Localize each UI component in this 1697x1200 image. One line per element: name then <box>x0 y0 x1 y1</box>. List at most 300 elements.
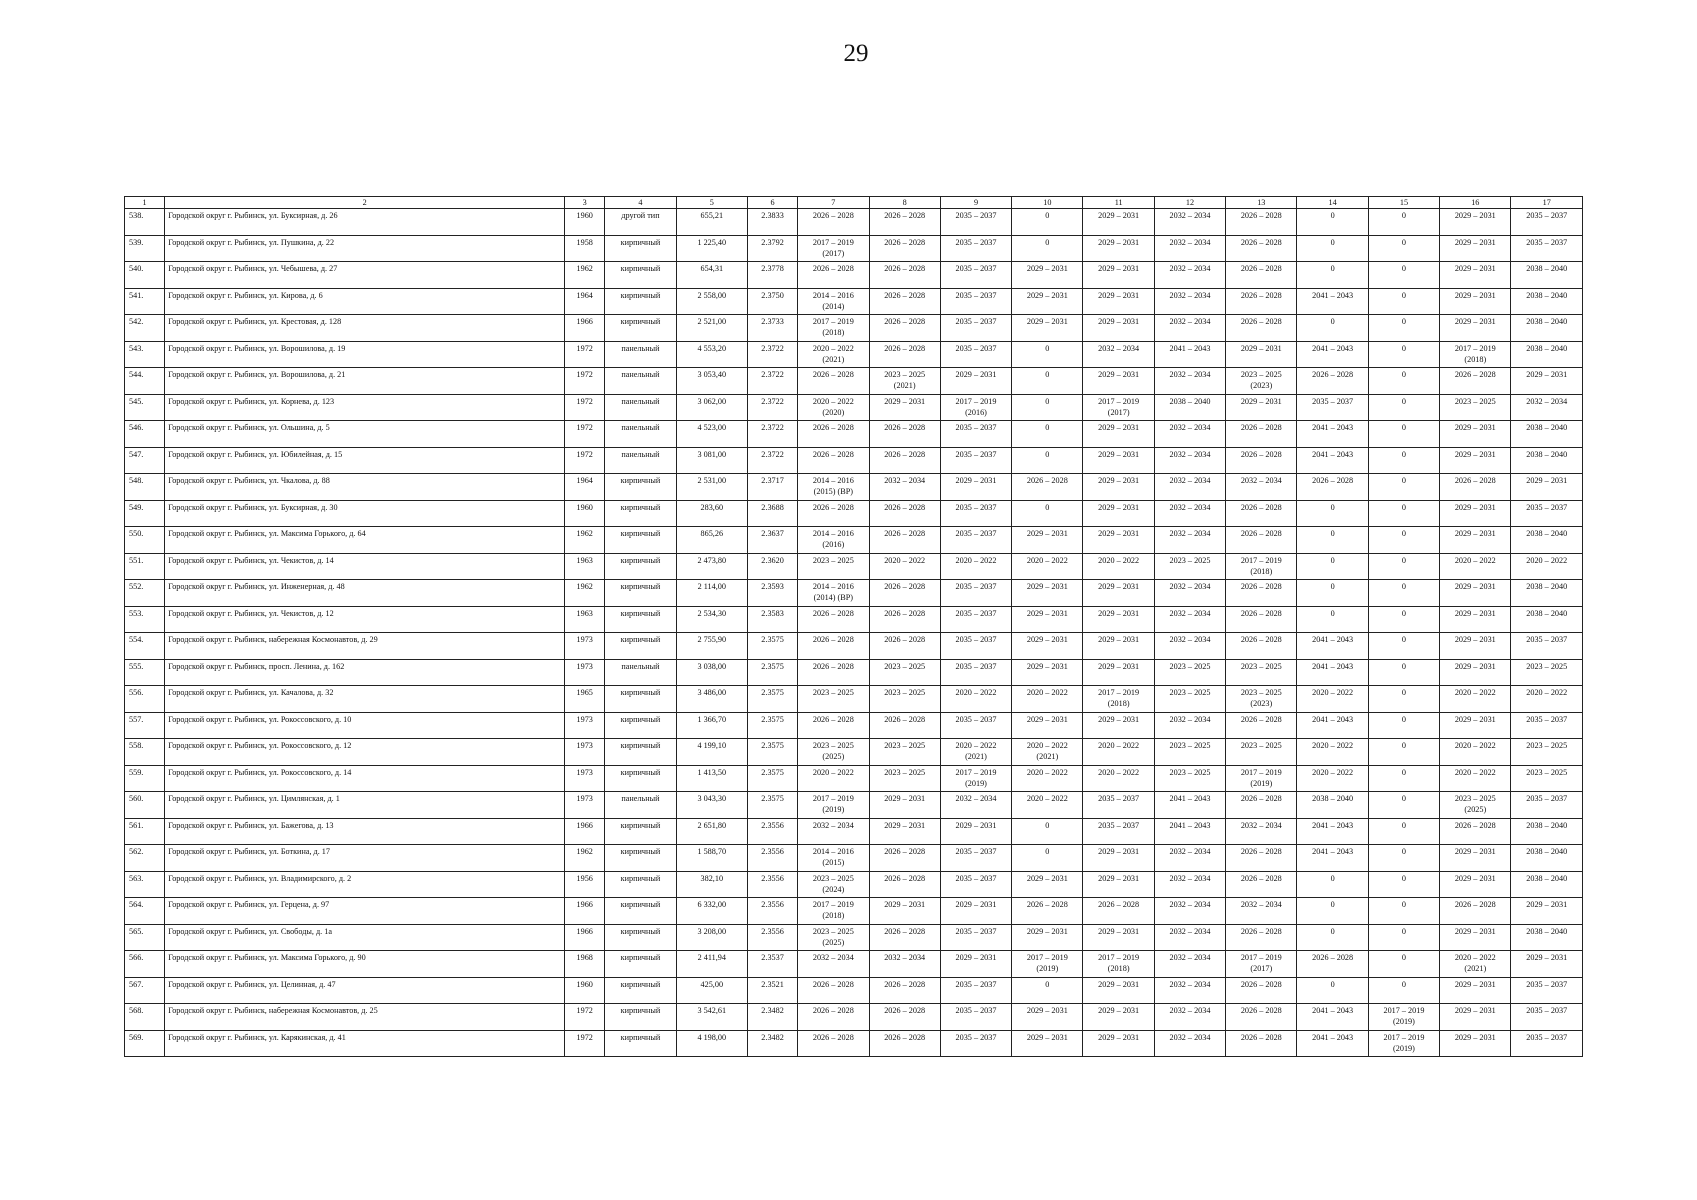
table-cell: 2026 – 2028 <box>869 1004 940 1031</box>
table-cell: 2035 – 2037 <box>1511 209 1583 236</box>
table-cell: кирпичный <box>605 818 676 845</box>
table-cell: 2029 – 2031 <box>1440 1030 1511 1057</box>
table-row <box>125 315 1583 342</box>
table-cell: 1966 <box>565 898 605 925</box>
table-cell: 2026 – 2028 <box>869 580 940 607</box>
cell-line: (2018) <box>1250 566 1273 576</box>
table-cell: 2020 – 2022 <box>1012 792 1083 819</box>
table-cell: 2032 – 2034 <box>1154 474 1225 501</box>
table-cell: 0 <box>1012 341 1083 368</box>
table-cell: кирпичный <box>605 606 676 633</box>
table-cell: 2032 – 2034 <box>1226 898 1297 925</box>
table-cell: 2023 – 2025 <box>1226 659 1297 686</box>
table-cell: 2026 – 2028 <box>869 633 940 660</box>
table-cell: 2035 – 2037 <box>1511 500 1583 527</box>
table-cell: 2032 – 2034 <box>1154 235 1225 262</box>
table-cell: 2029 – 2031 <box>940 898 1011 925</box>
table-cell: 2029 – 2031 <box>1083 235 1154 262</box>
table-cell: 3 208,00 <box>676 924 747 951</box>
table-cell: 2 114,00 <box>676 580 747 607</box>
column-header: 10 <box>1012 197 1083 209</box>
table-row <box>125 606 1583 633</box>
table-cell: 1964 <box>565 288 605 315</box>
table-cell: 2035 – 2037 <box>940 527 1011 554</box>
table-cell: 3 486,00 <box>676 686 747 713</box>
table-cell: кирпичный <box>605 924 676 951</box>
table-row <box>125 580 1583 607</box>
cell-line: (2023) <box>1250 381 1273 390</box>
table-cell: кирпичный <box>605 580 676 607</box>
table-cell: 655,21 <box>676 209 747 236</box>
table-cell: 1973 <box>565 659 605 686</box>
table-cell: 2.3521 <box>747 977 797 1004</box>
address-cell: Городской округ г. Рыбинск, ул. Чекистов, д. 12 <box>165 606 565 633</box>
table-cell: 1966 <box>565 924 605 951</box>
table-cell: 2.3722 <box>747 421 797 448</box>
table-cell: 2041 – 2043 <box>1297 341 1368 368</box>
cell-line: 2023 – 2025 <box>812 873 854 883</box>
table-cell: 2026 – 2028 <box>869 924 940 951</box>
column-header: 4 <box>605 197 676 209</box>
table-cell: 2026 – 2028 <box>1083 898 1154 925</box>
table-cell: 4 198,00 <box>676 1030 747 1057</box>
table-cell: кирпичный <box>605 765 676 792</box>
table-cell: 2.3556 <box>747 898 797 925</box>
cell-line: (2019) <box>1393 1017 1415 1026</box>
table-cell: 2 411,94 <box>676 951 747 978</box>
table-cell: 2020 – 2022 <box>1083 739 1154 766</box>
table-cell: 2038 – 2040 <box>1511 606 1583 633</box>
table-cell: кирпичный <box>605 553 676 580</box>
address-cell: Городской округ г. Рыбинск, ул. Максима Горького, д. 64 <box>165 527 565 554</box>
table-cell: 2035 – 2037 <box>940 1004 1011 1031</box>
table-cell: 2029 – 2031 <box>1083 474 1154 501</box>
table-cell: 2023 – 2025 <box>1511 659 1583 686</box>
table-cell: кирпичный <box>605 686 676 713</box>
table-cell: 2023 – 2025 <box>1226 739 1297 766</box>
table-cell: 2029 – 2031 <box>1012 606 1083 633</box>
table-cell: 0 <box>1012 421 1083 448</box>
table-cell: 0 <box>1012 818 1083 845</box>
table-cell: 2.3792 <box>747 235 797 262</box>
table-cell: 2041 – 2043 <box>1297 659 1368 686</box>
table-cell <box>798 527 869 554</box>
row-number-cell: 568. <box>125 1004 165 1031</box>
table-cell: 2026 – 2028 <box>798 368 869 395</box>
table-cell: 2029 – 2031 <box>1012 924 1083 951</box>
table-cell: 2023 – 2025 <box>869 686 940 713</box>
table-cell: 2032 – 2034 <box>1154 606 1225 633</box>
table-row <box>125 712 1583 739</box>
table-cell: 2032 – 2034 <box>869 474 940 501</box>
table-cell: 0 <box>1012 447 1083 474</box>
table-cell: 2035 – 2037 <box>940 977 1011 1004</box>
table-cell <box>798 341 869 368</box>
table-cell: 2035 – 2037 <box>1511 977 1583 1004</box>
table-cell: 2035 – 2037 <box>1511 1004 1583 1031</box>
cell-line: 2023 – 2025 <box>812 741 854 750</box>
cell-line: 2017 – 2019 <box>1240 555 1282 565</box>
table-cell: 2026 – 2028 <box>1440 368 1511 395</box>
table-cell: 2038 – 2040 <box>1511 421 1583 448</box>
table-cell: 2032 – 2034 <box>1154 951 1225 978</box>
table-cell: 2026 – 2028 <box>1440 474 1511 501</box>
table-cell: 2026 – 2028 <box>798 1030 869 1057</box>
table-row <box>125 1004 1583 1031</box>
table-row <box>125 951 1583 978</box>
table-cell: 2026 – 2028 <box>1226 235 1297 262</box>
cell-line: 2014 – 2016 <box>812 847 854 856</box>
row-number-cell: 543. <box>125 341 165 368</box>
table-cell: 2032 – 2034 <box>1154 447 1225 474</box>
table-cell: 2020 – 2022 <box>1012 686 1083 713</box>
address-cell: Городской округ г. Рыбинск, ул. Бажегова, д. 13 <box>165 818 565 845</box>
table-cell: 2020 – 2022 <box>1012 765 1083 792</box>
table-row <box>125 818 1583 845</box>
table-cell: 2029 – 2031 <box>1083 633 1154 660</box>
table-cell: 2029 – 2031 <box>1440 288 1511 315</box>
row-number-cell: 566. <box>125 951 165 978</box>
header-row <box>125 197 1583 209</box>
table-cell: 2 558,00 <box>676 288 747 315</box>
table-cell: 2029 – 2031 <box>1012 262 1083 289</box>
table-cell: панельный <box>605 792 676 819</box>
table-cell <box>1368 1030 1439 1057</box>
table-cell: 1972 <box>565 368 605 395</box>
cell-line: (2019) <box>822 805 845 814</box>
table-cell: 0 <box>1368 792 1439 819</box>
table-cell: 1966 <box>565 315 605 342</box>
table-cell: 2035 – 2037 <box>940 288 1011 315</box>
table-cell: 2029 – 2031 <box>1083 871 1154 898</box>
table-cell: 2032 – 2034 <box>1154 527 1225 554</box>
cell-line: (2015) <box>822 858 845 867</box>
table-cell: кирпичный <box>605 951 676 978</box>
table-cell: 2038 – 2040 <box>1511 288 1583 315</box>
table-cell: 2.3482 <box>747 1004 797 1031</box>
table-row <box>125 977 1583 1004</box>
table-cell: 2026 – 2028 <box>869 606 940 633</box>
table-cell: другой тип <box>605 209 676 236</box>
table-cell: 2.3537 <box>747 951 797 978</box>
table-cell <box>798 474 869 501</box>
table-cell: 2041 – 2043 <box>1154 792 1225 819</box>
table-cell: 2029 – 2031 <box>1440 235 1511 262</box>
column-header: 1 <box>125 197 165 209</box>
address-cell: Городской округ г. Рыбинск, ул. Корнева, д. 123 <box>165 394 565 421</box>
table-cell: кирпичный <box>605 1030 676 1057</box>
table-cell: 2029 – 2031 <box>1083 447 1154 474</box>
table-cell: 1960 <box>565 500 605 527</box>
table-cell: 2.3556 <box>747 845 797 872</box>
table-cell: 2029 – 2031 <box>1083 580 1154 607</box>
table-cell: 2032 – 2034 <box>798 818 869 845</box>
table-cell: 2035 – 2037 <box>940 845 1011 872</box>
table-cell: 2041 – 2043 <box>1154 818 1225 845</box>
table-cell: 0 <box>1368 288 1439 315</box>
table-cell: 2029 – 2031 <box>1083 845 1154 872</box>
table-cell: 1965 <box>565 686 605 713</box>
table-cell: 2.3482 <box>747 1030 797 1057</box>
table-cell: 2032 – 2034 <box>1154 712 1225 739</box>
table-cell: 1973 <box>565 765 605 792</box>
cell-line: 2017 – 2019 <box>1098 396 1140 406</box>
cell-line: (2018) <box>1107 964 1130 973</box>
table-cell: 4 553,20 <box>676 341 747 368</box>
table-row <box>125 739 1583 766</box>
cell-line: 2017 – 2019 <box>1383 1006 1425 1015</box>
table-cell: 2029 – 2031 <box>1012 1030 1083 1057</box>
table-cell <box>798 924 869 951</box>
table-cell: 1972 <box>565 1004 605 1031</box>
table-row <box>125 871 1583 898</box>
cell-line: 2017 – 2019 <box>1240 767 1282 777</box>
table-cell: 0 <box>1368 315 1439 342</box>
cell-line: 2017 – 2019 <box>955 767 997 777</box>
table-cell: 0 <box>1297 262 1368 289</box>
table-cell: 4 523,00 <box>676 421 747 448</box>
table-cell: 2.3722 <box>747 341 797 368</box>
table-cell: 2035 – 2037 <box>940 633 1011 660</box>
table-cell: 2026 – 2028 <box>869 235 940 262</box>
table-cell <box>1226 553 1297 580</box>
table-cell: 0 <box>1368 527 1439 554</box>
address-cell: Городской округ г. Рыбинск, ул. Карякинская, д. 41 <box>165 1030 565 1057</box>
table-cell: 4 199,10 <box>676 739 747 766</box>
table-cell: 2029 – 2031 <box>1083 924 1154 951</box>
table-cell: панельный <box>605 447 676 474</box>
table-cell: 2035 – 2037 <box>940 580 1011 607</box>
table-cell: 2032 – 2034 <box>1154 977 1225 1004</box>
table-cell: 0 <box>1368 394 1439 421</box>
table-cell: 2032 – 2034 <box>1154 262 1225 289</box>
table-cell: 2026 – 2028 <box>798 1004 869 1031</box>
cell-line: (2021) <box>893 381 916 390</box>
table-cell: 2020 – 2022 <box>798 765 869 792</box>
table-cell: 0 <box>1368 580 1439 607</box>
table-cell: 1962 <box>565 262 605 289</box>
table-cell: 1960 <box>565 977 605 1004</box>
table-cell: 2.3688 <box>747 500 797 527</box>
table-cell: 2020 – 2022 <box>1440 739 1511 766</box>
table-cell: 2029 – 2031 <box>869 818 940 845</box>
table-cell: 2026 – 2028 <box>869 288 940 315</box>
cell-line: 2023 – 2025 <box>1240 688 1282 697</box>
table-cell: 2029 – 2031 <box>1083 659 1154 686</box>
table-cell: 2026 – 2028 <box>1226 209 1297 236</box>
table-cell: 2029 – 2031 <box>1440 633 1511 660</box>
cell-line: 2017 – 2019 <box>1454 343 1496 353</box>
table-row <box>125 209 1583 236</box>
row-number-cell: 553. <box>125 606 165 633</box>
table-cell: 2029 – 2031 <box>1083 1004 1154 1031</box>
table-cell <box>1440 792 1511 819</box>
cell-line: 2023 – 2025 <box>1454 794 1496 803</box>
table-cell: 382,10 <box>676 871 747 898</box>
table-cell: 2032 – 2034 <box>1154 871 1225 898</box>
table-row <box>125 1030 1583 1057</box>
cell-line: 2014 – 2016 <box>812 476 854 485</box>
table-cell: 2032 – 2034 <box>1154 288 1225 315</box>
table-cell: панельный <box>605 341 676 368</box>
table-cell: 2029 – 2031 <box>1440 527 1511 554</box>
table-cell: 2026 – 2028 <box>1226 580 1297 607</box>
row-number-cell: 550. <box>125 527 165 554</box>
cell-line: (2018) <box>822 328 845 337</box>
table-cell: кирпичный <box>605 288 676 315</box>
row-number-cell: 561. <box>125 818 165 845</box>
table-cell: 2029 – 2031 <box>1083 288 1154 315</box>
address-cell: Городской округ г. Рыбинск, ул. Ворошилова, д. 19 <box>165 341 565 368</box>
cell-line: (2019) <box>965 778 987 788</box>
row-number-cell: 549. <box>125 500 165 527</box>
table-cell: 2026 – 2028 <box>1226 315 1297 342</box>
address-cell: Городской округ г. Рыбинск, ул. Герцена, д. 97 <box>165 898 565 925</box>
table-cell: 2020 – 2022 <box>1012 553 1083 580</box>
table-cell: 2032 – 2034 <box>1154 500 1225 527</box>
table-cell: 2035 – 2037 <box>940 659 1011 686</box>
table-cell: 2029 – 2031 <box>1511 898 1583 925</box>
table-cell: 0 <box>1297 209 1368 236</box>
table-cell: 2038 – 2040 <box>1511 924 1583 951</box>
table-cell: 2041 – 2043 <box>1297 818 1368 845</box>
table-row <box>125 288 1583 315</box>
table-cell: 2035 – 2037 <box>1297 394 1368 421</box>
table-cell <box>1012 951 1083 978</box>
row-number-cell: 556. <box>125 686 165 713</box>
address-cell: Городской округ г. Рыбинск, просп. Ленина, д. 162 <box>165 659 565 686</box>
table-cell: 2029 – 2031 <box>1440 315 1511 342</box>
cell-line: (2021) <box>822 354 845 364</box>
table-cell: 2.3750 <box>747 288 797 315</box>
table-body <box>125 209 1583 1057</box>
table-cell: 2032 – 2034 <box>940 792 1011 819</box>
table-cell: 2032 – 2034 <box>869 951 940 978</box>
table-cell: 2038 – 2040 <box>1154 394 1225 421</box>
cell-line: (2025) <box>822 752 845 761</box>
address-cell: Городской округ г. Рыбинск, ул. Целинная, д. 47 <box>165 977 565 1004</box>
table-cell: 2029 – 2031 <box>1083 606 1154 633</box>
table-cell: 2026 – 2028 <box>1226 845 1297 872</box>
address-cell: Городской округ г. Рыбинск, ул. Рокоссовского, д. 10 <box>165 712 565 739</box>
address-cell: Городской округ г. Рыбинск, ул. Буксирная, д. 30 <box>165 500 565 527</box>
table-cell: 2029 – 2031 <box>940 474 1011 501</box>
table-cell: 1956 <box>565 871 605 898</box>
row-number-cell: 563. <box>125 871 165 898</box>
table-cell: 2035 – 2037 <box>940 209 1011 236</box>
cell-line: 2014 – 2016 <box>812 529 854 538</box>
table-cell: 2035 – 2037 <box>1083 792 1154 819</box>
table-cell: 2029 – 2031 <box>1012 1004 1083 1031</box>
table-cell <box>798 580 869 607</box>
cell-line: (2025) <box>1464 805 1487 814</box>
column-header: 3 <box>565 197 605 209</box>
table-cell <box>798 288 869 315</box>
row-number-cell: 548. <box>125 474 165 501</box>
table-cell: 2020 – 2022 <box>1440 686 1511 713</box>
address-cell: Городской округ г. Рыбинск, набережная Космонавтов, д. 29 <box>165 633 565 660</box>
cell-line: 2020 – 2022 <box>812 343 854 353</box>
address-cell: Городской округ г. Рыбинск, ул. Ворошилова, д. 21 <box>165 368 565 395</box>
cell-line: 2017 – 2019 <box>1383 1032 1425 1042</box>
table-cell: 0 <box>1368 474 1439 501</box>
table-cell: 2029 – 2031 <box>1226 394 1297 421</box>
table-cell: 1972 <box>565 447 605 474</box>
table-cell: 2020 – 2022 <box>1440 553 1511 580</box>
address-cell: Городской округ г. Рыбинск, ул. Максима Горького, д. 90 <box>165 951 565 978</box>
cell-line: (2019) <box>1250 778 1273 788</box>
table-cell: 2032 – 2034 <box>1154 1030 1225 1057</box>
table-cell: 2023 – 2025 <box>1154 553 1225 580</box>
table-cell: 2026 – 2028 <box>1226 977 1297 1004</box>
cell-line: 2017 – 2019 <box>812 794 854 803</box>
table-cell: 425,00 <box>676 977 747 1004</box>
table-cell: 0 <box>1368 553 1439 580</box>
table-cell: 2023 – 2025 <box>869 739 940 766</box>
row-number-cell: 547. <box>125 447 165 474</box>
row-number-cell: 557. <box>125 712 165 739</box>
table-cell <box>798 315 869 342</box>
table-cell: 0 <box>1368 235 1439 262</box>
table-cell: 2029 – 2031 <box>1012 633 1083 660</box>
cell-line: 2017 – 2019 <box>1026 953 1068 962</box>
cell-line: (2018) <box>1464 354 1487 364</box>
table-cell: 0 <box>1297 977 1368 1004</box>
table-cell: 2.3575 <box>747 712 797 739</box>
table-cell: 2029 – 2031 <box>1083 712 1154 739</box>
table-cell: 2 531,00 <box>676 474 747 501</box>
cell-line: 2023 – 2025 <box>1240 370 1282 379</box>
table-cell: 1972 <box>565 1030 605 1057</box>
cell-line: 2017 – 2019 <box>1098 953 1140 962</box>
table-row <box>125 845 1583 872</box>
address-cell: Городской округ г. Рыбинск, ул. Свободы, д. 1а <box>165 924 565 951</box>
row-number-cell: 558. <box>125 739 165 766</box>
table-cell: 0 <box>1012 500 1083 527</box>
table-row <box>125 527 1583 554</box>
table-cell: 2029 – 2031 <box>1012 527 1083 554</box>
table-cell: 2020 – 2022 <box>1297 765 1368 792</box>
table-cell: 2023 – 2025 <box>869 765 940 792</box>
table-cell: кирпичный <box>605 739 676 766</box>
table-cell: 2032 – 2034 <box>1226 474 1297 501</box>
table-cell: 2026 – 2028 <box>1226 712 1297 739</box>
table-cell: 2032 – 2034 <box>1154 924 1225 951</box>
table-cell: 2029 – 2031 <box>1083 527 1154 554</box>
table-cell <box>869 368 940 395</box>
table-cell: 0 <box>1297 580 1368 607</box>
table-cell: 2035 – 2037 <box>940 341 1011 368</box>
table-cell: 2026 – 2028 <box>1226 500 1297 527</box>
cell-line: 2020 – 2022 <box>1026 741 1068 750</box>
cell-line: 2017 – 2019 <box>812 900 854 909</box>
table-cell: 2032 – 2034 <box>1083 341 1154 368</box>
cell-line: 2017 – 2019 <box>812 237 854 247</box>
cell-line: (2018) <box>822 911 845 920</box>
table-cell: 2029 – 2031 <box>1440 924 1511 951</box>
table-cell: 0 <box>1012 394 1083 421</box>
table-cell: 2038 – 2040 <box>1511 262 1583 289</box>
cell-line: 2014 – 2016 <box>812 290 854 300</box>
address-cell: Городской округ г. Рыбинск, ул. Буксирная, д. 26 <box>165 209 565 236</box>
table-cell: кирпичный <box>605 845 676 872</box>
table-cell: 2026 – 2028 <box>869 977 940 1004</box>
table-cell <box>1440 951 1511 978</box>
table-cell: 2026 – 2028 <box>1226 447 1297 474</box>
table-cell: 2026 – 2028 <box>1440 898 1511 925</box>
table-cell: 2.3722 <box>747 394 797 421</box>
table-cell: 2029 – 2031 <box>1226 341 1297 368</box>
